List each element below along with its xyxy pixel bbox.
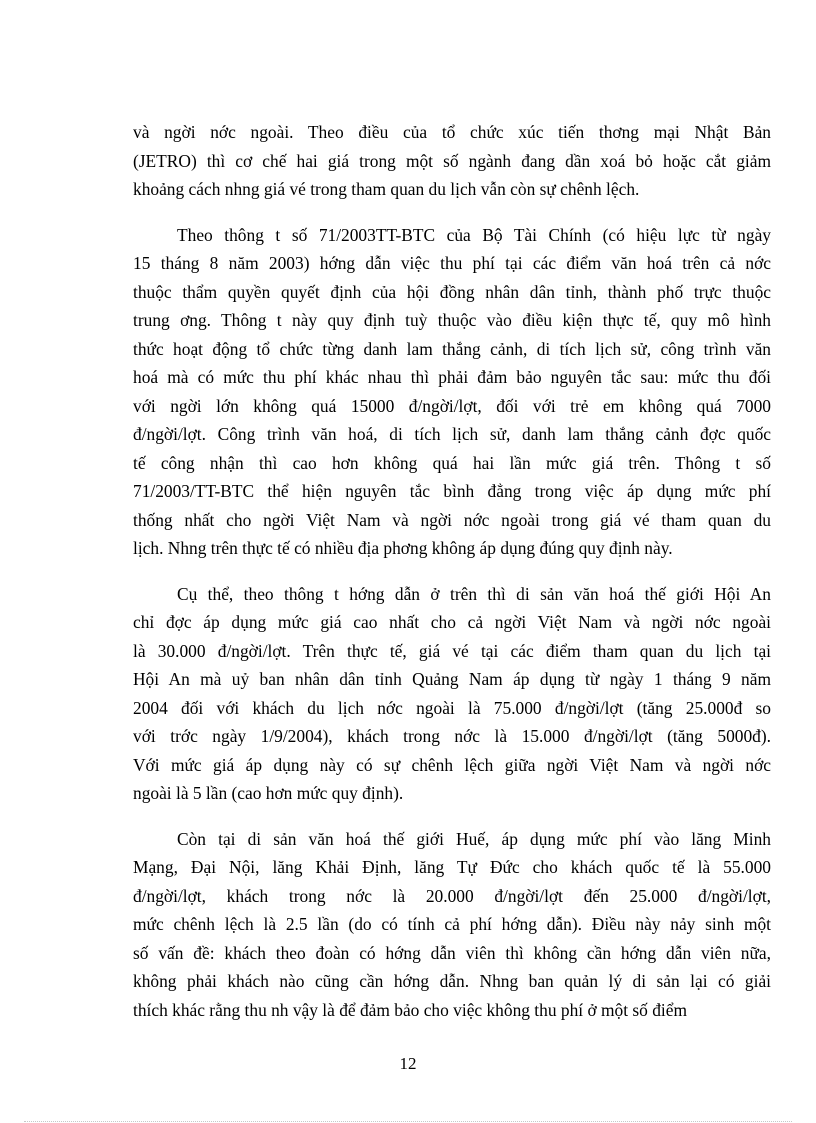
text-line: chỉ đợc áp dụng mức giá cao nhất cho cả ngời Việt Nam và ngời nớc ngoài <box>133 612 771 632</box>
text-line: khoảng cách nhng giá vé trong tham quan du lịch vẫn còn sự chênh lệch. <box>133 179 640 199</box>
text-line: Cụ thể, theo thông t hớng dẫn ở trên thì di sản văn hoá thế giới Hội An <box>177 583 771 604</box>
text-line: hoá mà có mức thu phí khác nhau thì phải đảm bảo nguyên tắc sau: mức thu đối <box>133 367 771 387</box>
text-line: thống nhất cho ngời Việt Nam và ngời nớc ngoài trong giá vé tham quan du <box>133 509 771 530</box>
text-line: Theo thông t số 71/2003TT-BTC của Bộ Tài Chính (có hiệu lực từ ngày <box>177 224 771 245</box>
page-number: 12 <box>399 1054 417 1073</box>
text-line: đ/ngời/lợt, khách trong nớc là 20.000 đ/ngời/lợt đến 25.000 đ/ngời/lợt, <box>133 885 771 906</box>
text-line: và ngời nớc ngoài. Theo điều của tổ chức xúc tiến thơng mại Nhật Bản <box>133 122 771 142</box>
text-line: (JETRO) thì cơ chế hai giá trong một số ngành đang dần xoá bỏ hoặc cắt giảm <box>133 150 771 171</box>
text-line: không phải khách nào cũng cần hớng dẫn. Nhng ban quản lý di sản lại có giải <box>133 971 771 991</box>
text-line: với ngời lớn không quá 15000 đ/ngời/lợt, đối với trẻ em không quá 7000 <box>133 395 771 416</box>
text-line: Hội An mà uỷ ban nhân dân tỉnh Quảng Nam áp dụng từ ngày 1 tháng 9 năm <box>133 669 771 689</box>
text-line: số vấn đề: khách theo đoàn có hớng dẫn viên thì không cần hớng dẫn viên nữa, <box>133 942 771 963</box>
text-line: Mạng, Đại Nội, lăng Khải Định, lăng Tự Đức cho khách quốc tế là 55.000 <box>133 857 771 877</box>
text-line: thuộc thẩm quyền quyết định của hội đồng nhân dân tỉnh, thành phố trực thuộc <box>133 281 771 302</box>
text-line: lịch. Nhng trên thực tế có nhiều địa phơng không áp dụng đúng quy định này. <box>133 538 673 558</box>
text-line: 2004 đối với khách du lịch nớc ngoài là 75.000 đ/ngời/lợt (tăng 25.000đ so <box>133 697 771 718</box>
paragraph <box>133 580 771 808</box>
text-line: Còn tại di sản văn hoá thế giới Huế, áp dụng mức phí vào lăng Minh <box>177 828 771 849</box>
page-bottom-divider <box>24 1121 792 1122</box>
text-line: trung ơng. Thông t này quy định tuỳ thuộc vào điều kiện thực tế, quy mô hình <box>133 310 771 330</box>
text-line: 71/2003/TT-BTC thể hiện nguyên tắc bình đẳng trong việc áp dụng mức phí <box>133 481 771 501</box>
text-line: tế công nhận thì cao hơn không quá hai lần mức giá trên. Thông t số <box>133 452 771 473</box>
document-body <box>133 118 771 1024</box>
paragraph-gap <box>133 808 771 825</box>
text-line: thức hoạt động tổ chức từng danh lam thắng cảnh, di tích lịch sử, công trình văn <box>133 338 771 359</box>
text-line: Với mức giá áp dụng này có sự chênh lệch giữa ngời Việt Nam và ngời nớc <box>133 754 771 775</box>
text-line: mức chênh lệch là 2.5 lần (do có tính cả phí hớng dẫn). Điều này nảy sinh một <box>133 914 771 934</box>
paragraph <box>133 118 771 204</box>
paragraph <box>133 825 771 1025</box>
paragraph <box>133 221 771 563</box>
paragraph-gap <box>133 563 771 580</box>
text-line: với trớc ngày 1/9/2004), khách trong nớc là 15.000 đ/ngời/lợt (tăng 5000đ). <box>133 726 771 746</box>
paragraph-gap <box>133 204 771 221</box>
text-line: thích khác rằng thu nh vậy là để đảm bảo cho việc không thu phí ở một số điểm <box>133 999 687 1020</box>
text-line: 15 tháng 8 năm 2003) hớng dẫn việc thu phí tại các điểm văn hoá trên cả nớc <box>133 253 771 273</box>
text-line: là 30.000 đ/ngời/lợt. Trên thực tế, giá vé tại các điểm tham quan du lịch tại <box>133 640 771 661</box>
text-line: ngoài là 5 lần (cao hơn mức quy định). <box>133 783 404 803</box>
text-line: đ/ngời/lợt. Công trình văn hoá, di tích lịch sử, danh lam thắng cảnh đợc quốc <box>133 424 771 444</box>
